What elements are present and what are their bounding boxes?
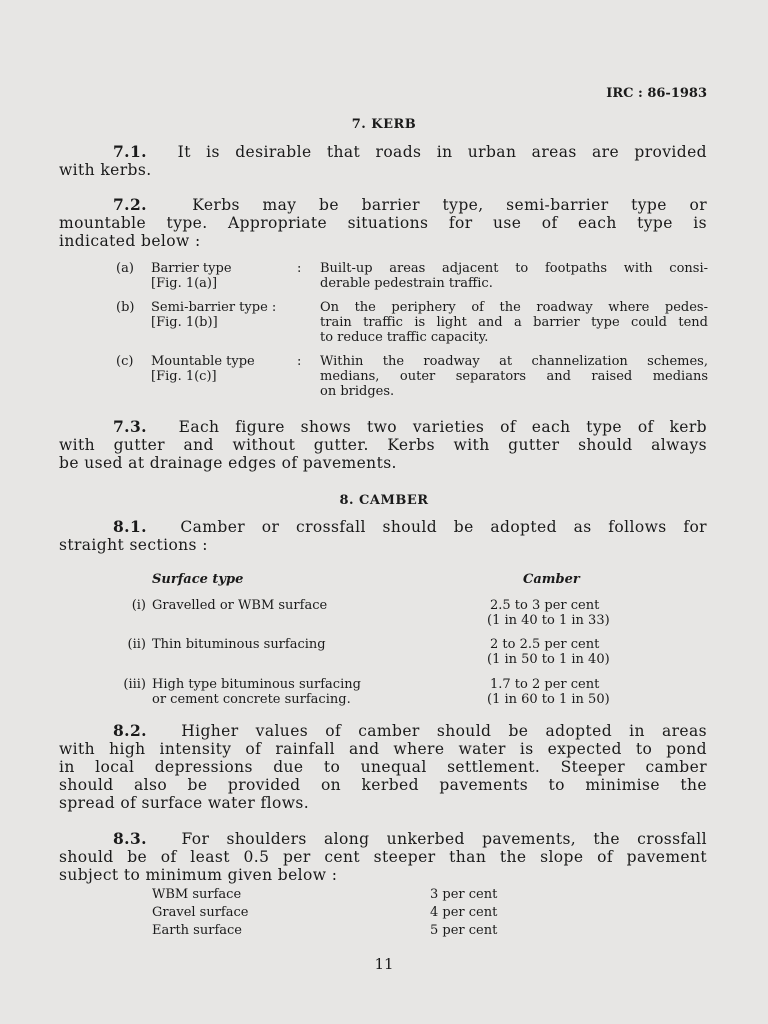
list-item-marker: (b): [116, 300, 135, 315]
list-item-description: [320, 300, 708, 345]
paragraph-text: It is desirable that roads in urban areas are provided: [177, 143, 708, 161]
paragraph-7-3: [59, 418, 707, 472]
list-item-description: [320, 354, 708, 399]
paragraph-text: mountable type. Appropriate situations for use of each type is: [59, 214, 707, 232]
description-line: Within the roadway at channelization schemes,: [320, 354, 708, 369]
list-item-label: Mountable type: [151, 354, 255, 369]
description-line: train traffic is light and a barrier type could tend: [320, 315, 708, 330]
document-reference: IRC : 86-1983: [606, 86, 707, 101]
table-cell-camber-ratio: (1 in 60 to 1 in 50): [487, 692, 610, 707]
description-line: Built-up areas adjacent to footpaths with consi-: [320, 261, 708, 276]
description-line: to reduce traffic capacity.: [320, 330, 489, 345]
paragraph-text: Each figure shows two varieties of each type of kerb: [178, 418, 708, 436]
column-header-camber: Camber: [523, 572, 580, 587]
paragraph-text: indicated below :: [59, 232, 201, 250]
paragraph-number: 8.2.: [113, 721, 147, 740]
list-item-colon: :: [297, 354, 302, 369]
table-row-number: (ii): [127, 637, 146, 652]
table-cell-surface: Thin bituminous surfacing: [152, 637, 326, 652]
list-item-colon: :: [297, 261, 302, 276]
column-header-surface-type: Surface type: [152, 572, 244, 587]
list-item-marker: (a): [116, 261, 134, 276]
paragraph-7-2: [59, 196, 707, 250]
table-cell-surface: High type bituminous surfacing: [152, 677, 361, 692]
paragraph-text: subject to minimum given below :: [59, 866, 338, 884]
paragraph-text: with kerbs.: [59, 161, 152, 179]
list-item-figure-ref: [Fig. 1(b)]: [151, 315, 218, 330]
paragraph-text: Camber or crossfall should be adopted as follows for: [180, 518, 707, 536]
page-number: 11: [374, 955, 394, 973]
shoulder-crossfall: 3 per cent: [430, 887, 498, 902]
paragraph-text: For shoulders along unkerbed pavements, the crossfall: [181, 830, 707, 848]
list-item-marker: (c): [116, 354, 134, 369]
list-item-description: [320, 261, 708, 291]
shoulder-crossfall: 5 per cent: [430, 923, 498, 938]
list-item-label: Semi-barrier type :: [151, 300, 277, 315]
list-item-label: Barrier type: [151, 261, 232, 276]
table-cell-camber: 2 to 2.5 per cent: [490, 637, 600, 652]
table-cell-camber: 1.7 to 2 per cent: [490, 677, 600, 692]
table-cell-camber: 2.5 to 3 per cent: [490, 598, 600, 613]
list-item-figure-ref: [Fig. 1(c)]: [151, 369, 217, 384]
paragraph-number: 7.2.: [113, 195, 147, 214]
paragraph-number: 8.1.: [113, 517, 147, 536]
paragraph-text: spread of surface water flows.: [59, 794, 310, 812]
description-line: on bridges.: [320, 384, 395, 399]
table-row-number: (i): [131, 598, 146, 613]
paragraph-text: Higher values of camber should be adopted in areas: [181, 722, 707, 740]
shoulder-crossfall: 4 per cent: [430, 905, 498, 920]
paragraph-7-1: [59, 143, 707, 179]
description-line: On the periphery of the roadway where pedes-: [320, 300, 708, 315]
shoulder-surface: WBM surface: [152, 887, 242, 902]
paragraph-text: in local depressions due to unequal settlement. Steeper camber: [59, 758, 707, 776]
paragraph-text: should also be provided on kerbed pavements to minimise the: [59, 776, 707, 794]
paragraph-number: 7.3.: [113, 417, 147, 436]
paragraph-text: straight sections :: [59, 536, 208, 554]
table-cell-surface: Gravelled or WBM surface: [152, 598, 328, 613]
paragraph-text: with high intensity of rainfall and where water is expected to pond: [59, 740, 707, 758]
section-heading-kerb: 7. KERB: [351, 117, 417, 132]
table-cell-camber-ratio: (1 in 50 to 1 in 40): [487, 652, 610, 667]
paragraph-text: should be of least 0.5 per cent steeper than the slope of pavement: [59, 848, 707, 866]
list-item-figure-ref: [Fig. 1(a)]: [151, 276, 218, 291]
table-cell-camber-ratio: (1 in 40 to 1 in 33): [487, 613, 610, 628]
table-row-number: (iii): [123, 677, 146, 692]
paragraph-8-3: [59, 830, 707, 884]
section-heading-camber: 8. CAMBER: [339, 493, 429, 508]
paragraph-text: Kerbs may be barrier type, semi-barrier type or: [192, 196, 708, 214]
paragraph-text: with gutter and without gutter. Kerbs with gutter should always: [59, 436, 707, 454]
description-line: medians, outer separators and raised medians: [320, 369, 708, 384]
description-line: derable pedestrain traffic.: [320, 276, 493, 291]
paragraph-number: 8.3.: [113, 829, 147, 848]
shoulder-surface: Earth surface: [152, 923, 242, 938]
table-cell-surface: or cement concrete surfacing.: [152, 692, 351, 707]
paragraph-8-1: [59, 518, 707, 554]
paragraph-number: 7.1.: [113, 142, 147, 161]
paragraph-8-2: [59, 722, 707, 812]
shoulder-surface: Gravel surface: [152, 905, 249, 920]
paragraph-text: be used at drainage edges of pavements.: [59, 454, 397, 472]
